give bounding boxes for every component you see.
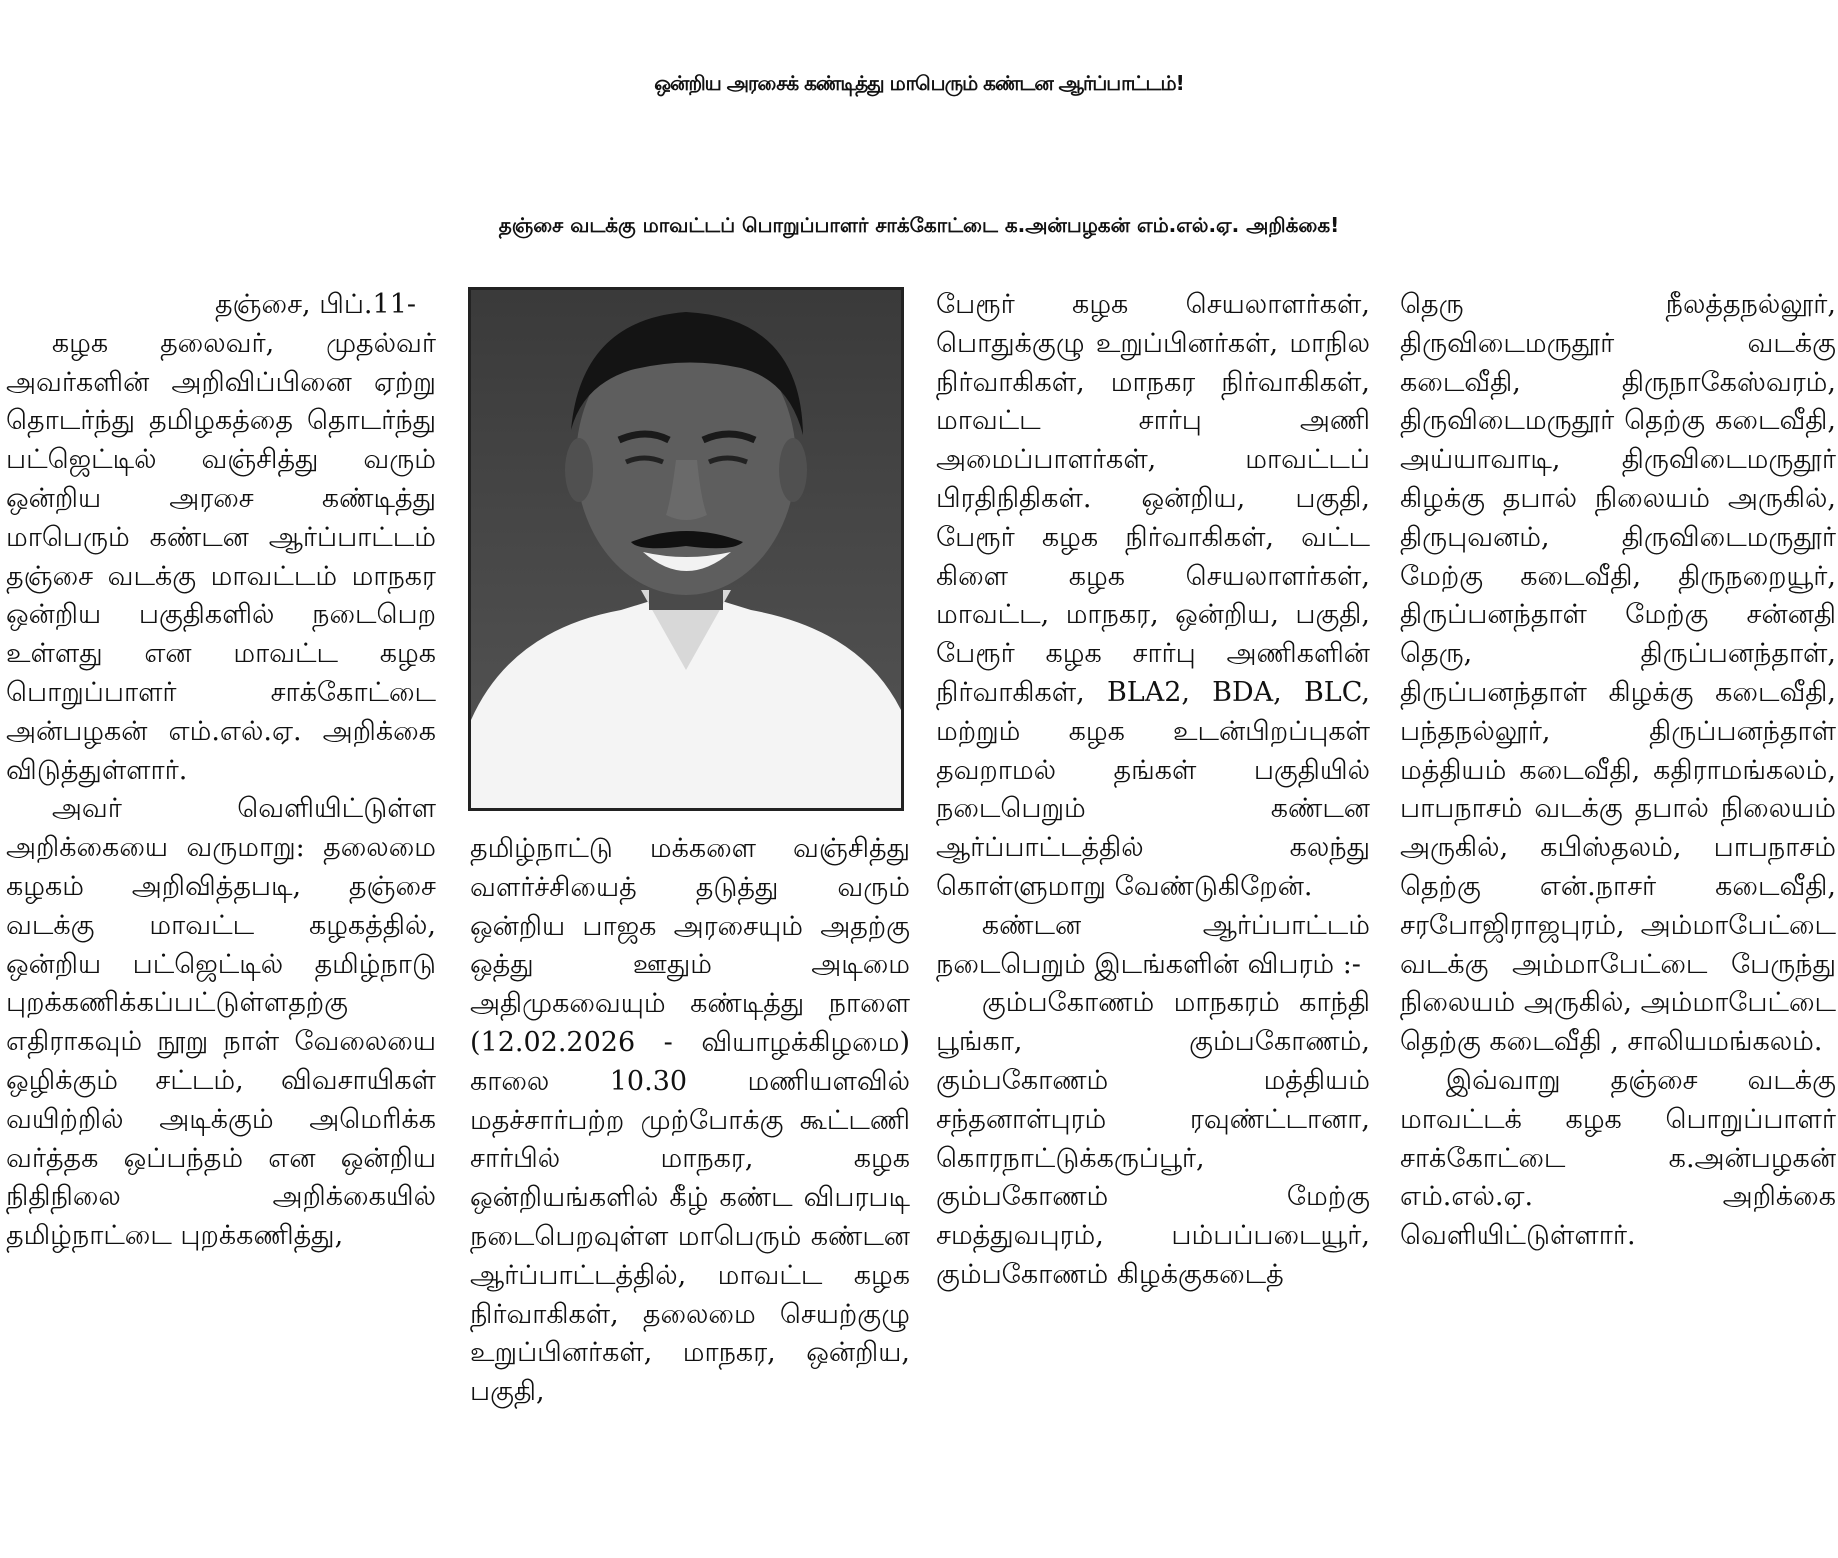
article-column-4 (1400, 286, 1836, 1256)
portrait-photo (468, 287, 904, 811)
col1-paragraph-2: அவர் வெளியிட்டுள்ள அறிக்கையை வருமாறு: தலைமை கழகம் அறிவித்தபடி, தஞ்சை வடக்கு மாவட்ட கழகத்தில், ஒன்றிய பட்ஜெட்டில் தமிழ்நாடு புறக்கணிக்கப்பட்டுள்ளதற்கு எதிராகவும் நூறு நாள் வேலையை ஒழிக்கும் சட்டம், விவசாயிகள் வயிற்றில் அடிக்கும் அமெரிக்க வர்த்தக ஒப்பந்தம் என ஒன்றிய நிதிநிலை அறிக்கையில் தமிழ்நாட்டை புறக்கணித்து, (6, 793, 436, 1252)
subheadline: தஞ்சை வடக்கு மாவட்டப் பொறுப்பாளர் சாக்கோட்டை க.அன்பழகன் எம்.எல்.ஏ. அறிக்கை! (498, 213, 1340, 237)
col3-paragraph-2: கண்டன ஆர்ப்பாட்டம் நடைபெறும் இடங்களின் விபரம் :- (936, 909, 1370, 980)
article-column-2 (470, 830, 910, 1412)
col2-paragraph-1: தமிழ்நாட்டு மக்களை வஞ்சித்து வளர்ச்சியைத் தடுத்து வரும் ஒன்றிய பாஜக அரசையும் அதற்கு ஒத்து ஊதும் அடிமை அதிமுகவையும் கண்டித்து நாளை (12.02.2026 - வியாழக்கிழமை) காலை 10.30 மணியளவில் மதச்சார்பற்ற முற்போக்கு கூட்டணி சார்பில் மாநகர, கழக ஒன்றியங்களில் கீழ் கண்ட விபரபடி நடைபெறவுள்ள மாபெரும் கண்டன ஆர்ப்பாட்டத்தில், மாவட்ட கழக நிர்வாகிகள், தலைமை செயற்குழு உறுப்பினர்கள், மாநகர, ஒன்றிய, பகுதி, (470, 833, 910, 1408)
dateline: தஞ்சை, பிப்.11- (214, 289, 416, 320)
col4-paragraph-1: தெரு நீலத்தநல்லூர், திருவிடைமருதூர் வடக்கு கடைவீதி, திருநாகேஸ்வரம், திருவிடைமருதூர் தெற்கு கடைவீதி, அய்யாவாடி, திருவிடைமருதூர் கிழக்கு தபால் நிலையம் அருகில், திருபுவனம், திருவிடைமருதூர் மேற்கு கடைவீதி, திருநறையூர், திருப்பனந்தாள் மேற்கு சன்னதி தெரு, திருப்பனந்தாள், திருப்பனந்தாள் கிழக்கு கடைவீதி, பந்தநல்லூர், திருப்பனந்தாள் மத்தியம் கடைவீதி, கதிராமங்கலம், பாபநாசம் வடக்கு தபால் நிலையம் அருகில், கபிஸ்தலம், பாபநாசம் தெற்கு என்.நாசர் கடைவீதி, சரபோஜிராஜபுரம், அம்மாபேட்டை வடக்கு அம்மாபேட்டை பேருந்து நிலையம் அருகில், அம்மாபேட்டை தெற்கு கடைவீதி , சாலியமங்கலம். (1400, 289, 1836, 1058)
col4-paragraph-2: இவ்வாறு தஞ்சை வடக்கு மாவட்டக் கழக பொறுப்பாளர் சாக்கோட்டை க.அன்பழகன் எம்.எல்.ஏ. அறிக்கை வெளியிட்டுள்ளார். (1400, 1064, 1836, 1252)
col3-paragraph-3: கும்பகோணம் மாநகரம் காந்தி பூங்கா, கும்பகோணம், கும்பகோணம் மத்தியம் சந்தனாள்புரம் ரவுண்ட்டானா, கொரநாட்டுக்கருப்பூர், கும்பகோணம் மேற்கு சமத்துவபுரம், பம்பப்படையூர், கும்பகோணம் கிழக்குகடைத் (936, 987, 1370, 1290)
portrait-image (471, 290, 901, 808)
col3-paragraph-1: பேரூர் கழக செயலாளர்கள், பொதுக்குழு உறுப்பினர்கள், மாநில நிர்வாகிகள், மாநகர நிர்வாகிகள், மாவட்ட சார்பு அணி அமைப்பாளர்கள், மாவட்டப் பிரதிநிதிகள். ஒன்றிய, பகுதி, பேரூர் கழக நிர்வாகிகள், வட்ட கிளை கழக செயலாளர்கள், மாவட்ட, மாநகர, ஒன்றிய, பகுதி, பேரூர் கழக சார்பு அணிகளின் நிர்வாகிகள், BLA2, BDA, BLC, மற்றும் கழக உடன்பிறப்புகள் தவறாமல் தங்கள் பகுதியில் நடைபெறும் கண்டன ஆர்ப்பாட்டத்தில் கலந்து கொள்ளுமாறு வேண்டுகிறேன். (936, 289, 1370, 902)
col1-paragraph-1: கழக தலைவர், முதல்வர் அவர்களின் அறிவிப்பினை ஏற்று தொடர்ந்து தமிழகத்தை தொடர்ந்து பட்ஜெட்டில் வஞ்சித்து வரும் ஒன்றிய அரசை கண்டித்து மாபெரும் கண்டன ஆர்ப்பாட்டம் தஞ்சை வடக்கு மாவட்டம் மாநகர ஒன்றிய பகுதிகளில் நடைபெற உள்ளது என மாவட்ட கழக பொறுப்பாளர் சாக்கோட்டை அன்பழகன் எம்.எல்.ஏ. அறிக்கை விடுத்துள்ளார். (6, 327, 436, 786)
article-column-1 (6, 286, 436, 1256)
article-column-3 (936, 286, 1370, 1295)
headline: ஒன்றிய அரசைக் கண்டித்து மாபெரும் கண்டன ஆர்ப்பாட்டம்! (654, 71, 1184, 95)
